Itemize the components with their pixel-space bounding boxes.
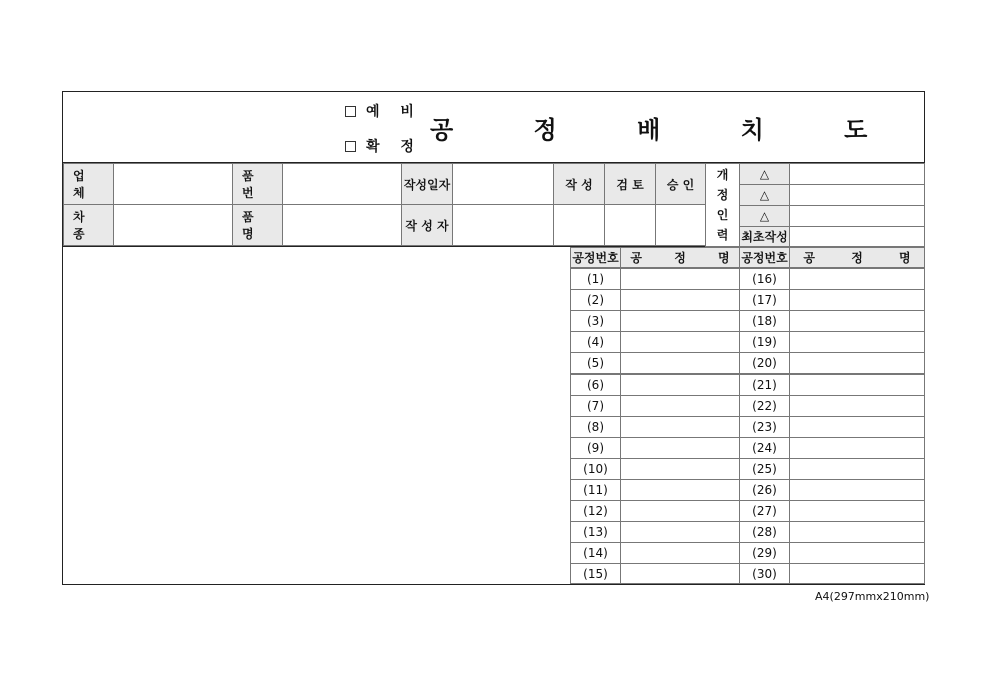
process-name-cell[interactable] (789, 437, 925, 459)
process-name-cell[interactable] (620, 479, 740, 501)
process-name-cell[interactable] (620, 395, 740, 417)
process-no-cell: (27) (739, 500, 790, 522)
process-no-cell: (17) (739, 289, 790, 311)
approval-approve-label: 승 인 (655, 163, 706, 205)
date-field[interactable] (452, 163, 554, 205)
revision-field-2[interactable] (789, 184, 925, 206)
process-name-cell[interactable] (789, 563, 925, 584)
process-name-cell[interactable] (789, 331, 925, 353)
process-no-cell: (5) (570, 352, 621, 374)
revision-mark-1: △ (739, 163, 790, 185)
first-written-label: 최초작성 (739, 226, 790, 247)
process-name-cell[interactable] (789, 458, 925, 480)
process-no-cell: (8) (570, 416, 621, 438)
revision-field-1[interactable] (789, 163, 925, 185)
car-field[interactable] (113, 204, 233, 246)
checkbox-preliminary-label: 예 비 (366, 104, 422, 120)
process-name-cell[interactable] (789, 395, 925, 417)
process-no-cell: (11) (570, 479, 621, 501)
process-name-cell[interactable] (620, 374, 740, 396)
approval-review-sign[interactable] (604, 204, 656, 246)
process-name-cell[interactable] (620, 437, 740, 459)
checkbox-icon[interactable] (345, 106, 356, 117)
process-no-cell: (16) (739, 268, 790, 290)
process-name-cell[interactable] (620, 268, 740, 290)
date-label: 작성일자 (401, 163, 453, 205)
process-name-cell[interactable] (789, 289, 925, 311)
process-name-cell[interactable] (620, 289, 740, 311)
process-no-cell: (29) (739, 542, 790, 564)
process-no-cell: (28) (739, 521, 790, 543)
process-no-cell: (3) (570, 310, 621, 332)
process-name-cell[interactable] (620, 542, 740, 564)
part-no-field[interactable] (282, 163, 402, 205)
process-name-cell[interactable] (620, 416, 740, 438)
process-no-cell: (6) (570, 374, 621, 396)
process-name-cell[interactable] (789, 374, 925, 396)
revision-field-3[interactable] (789, 205, 925, 227)
approval-written-sign[interactable] (553, 204, 605, 246)
car-label: 차 종 (63, 204, 114, 246)
process-name-cell[interactable] (789, 310, 925, 332)
process-name-cell[interactable] (620, 500, 740, 522)
approval-review-label: 검 토 (604, 163, 656, 205)
author-field[interactable] (452, 204, 554, 246)
part-no-label: 품 번 (232, 163, 283, 205)
revision-label: 개정인력 (705, 163, 740, 247)
process-name-cell[interactable] (789, 416, 925, 438)
process-no-cell: (21) (739, 374, 790, 396)
process-name-cell[interactable] (789, 500, 925, 522)
first-written-field[interactable] (789, 226, 925, 247)
process-no-cell: (18) (739, 310, 790, 332)
process-no-cell: (10) (570, 458, 621, 480)
author-label: 작 성 자 (401, 204, 453, 246)
process-no-cell: (7) (570, 395, 621, 417)
process-name-cell[interactable] (620, 521, 740, 543)
revision-mark-2: △ (739, 184, 790, 206)
revision-mark-3: △ (739, 205, 790, 227)
checkbox-final[interactable] (345, 136, 422, 156)
process-no-cell: (22) (739, 395, 790, 417)
approval-written-label: 작 성 (553, 163, 605, 205)
process-name-cell[interactable] (789, 542, 925, 564)
process-no-cell: (9) (570, 437, 621, 459)
col-process-no-right: 공정번호 (739, 247, 790, 268)
part-name-label: 품 명 (232, 204, 283, 246)
process-no-cell: (26) (739, 479, 790, 501)
paper-size-note: A4(297mmx210mm) (815, 590, 930, 603)
process-name-cell[interactable] (789, 352, 925, 374)
process-no-cell: (23) (739, 416, 790, 438)
layout-drawing-area[interactable] (63, 247, 570, 584)
process-no-cell: (1) (570, 268, 621, 290)
col-process-no-left: 공정번호 (570, 247, 621, 268)
col-process-name-right: 공 정 명 (789, 247, 925, 268)
process-no-cell: (25) (739, 458, 790, 480)
col-process-name-left: 공 정 명 (620, 247, 740, 268)
process-name-cell[interactable] (789, 479, 925, 501)
process-name-cell[interactable] (620, 331, 740, 353)
process-name-cell[interactable] (620, 458, 740, 480)
process-no-cell: (15) (570, 563, 621, 584)
process-no-cell: (19) (739, 331, 790, 353)
process-no-cell: (2) (570, 289, 621, 311)
page-title: 공 정 배 치 도 (430, 116, 904, 144)
process-name-cell[interactable] (620, 563, 740, 584)
process-name-cell[interactable] (789, 268, 925, 290)
checkbox-icon[interactable] (345, 141, 356, 152)
checkbox-preliminary[interactable] (345, 101, 422, 121)
company-label: 업 체 (63, 163, 114, 205)
process-name-cell[interactable] (620, 310, 740, 332)
process-name-cell[interactable] (789, 521, 925, 543)
process-no-cell: (20) (739, 352, 790, 374)
process-no-cell: (14) (570, 542, 621, 564)
process-no-cell: (30) (739, 563, 790, 584)
checkbox-final-label: 확 정 (366, 139, 422, 155)
process-no-cell: (24) (739, 437, 790, 459)
process-name-cell[interactable] (620, 352, 740, 374)
approval-approve-sign[interactable] (655, 204, 706, 246)
part-name-field[interactable] (282, 204, 402, 246)
process-no-cell: (4) (570, 331, 621, 353)
process-no-cell: (13) (570, 521, 621, 543)
process-no-cell: (12) (570, 500, 621, 522)
company-field[interactable] (113, 163, 233, 205)
